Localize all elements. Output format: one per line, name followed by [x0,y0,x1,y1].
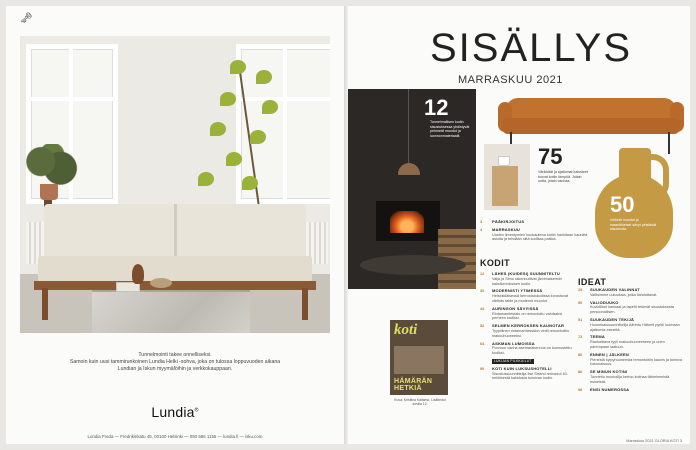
pendant-lamp [398,163,420,175]
toc-entry-special[interactable] [480,359,574,364]
chair [492,166,518,206]
cover-photo [394,346,444,374]
toc-entry[interactable]: 50 VALIODUUKO Kuviolliset kankaat ja tapetit tekevät sisustuksesta persoonallisen. [578,299,674,315]
toc-entry[interactable]: 44 AURINGON SÄVYISSÄ Rintamamiestalo on remontoitu valoisaksi perheen kodiksi. [480,305,563,321]
feature-number: 12 [424,95,449,120]
sofa-advertisement-photo [20,36,330,333]
wooden-chair-photo [484,144,530,210]
store-contact-line: Lundia Freda — Fredrikinkatu 45, 00100 Helsinki — 050 586 1155 — lundia.fi — isku.com [87,434,263,439]
toc-entry[interactable]: 52 SELMEN KERROKSEN KAUNOTAR Tyypillinen rintamamiestalon vintti remontoitiin makuuhuoneeksi. [480,323,570,338]
feature-number: 75 [538,144,563,169]
houseplant [24,144,80,188]
toc-kodit [480,272,574,384]
cover-caption: Kuva: Kristiina Kaltamo, Lisätiedot sivulla 12. [394,398,446,407]
toc-top-entries [480,220,592,245]
right-page-contents [348,6,690,444]
feature-caption: Tunnelmallisen kodin sisustuksessa yhdistyvät pehmeät muodot ja luonnonmateriaalit. [430,120,470,138]
page-folio: Marraskuu 2021 GLORIA KOTI 3 [626,439,682,443]
toc-entry[interactable]: 73 TEEMA Rauhoittava tyyli makuuhuoneeseen ja unen parempaan laatuun. [578,334,665,349]
sofa-oak-frame [34,281,316,290]
toc-entry[interactable]: 12 LÄHES (KUIDESI) SUUNNITELTU Vaija ja Simo rakennuttivat järvimaisemiin kaksikerroksisen kodin. [480,271,562,286]
ad-caption: Tunnelmointi takee onnelliseksi. Samoin kuin uusi tammirunkoinen Lundia Helki -sohva, joka on tulossa loppuvuoden aikana Lundian ja Iskun myymälöihin ja verkkokauppaan. [69,352,281,372]
feature-caption: Veikeät muodot ja maanläheiset sävyt piristävät sisustusta. [610,218,657,232]
decor-stones [150,278,172,288]
toc-entry[interactable]: 64 ASKMAN LUMOISSA Porvoon vanha asemarakennus on kunnostettu kodiksi. [480,340,572,356]
key-icon: 🗝 [20,13,33,24]
sofa-backrest [44,204,306,260]
section-heading-ideat: IDEAT [578,277,607,287]
sofa-seat [38,256,312,282]
toc-entry[interactable]: 51 SUUKAUDEN TEKIJÄ Huonekalusuunnittelija Alfredo Häberli pyrkii luomaan ajattomia esineitä. [578,316,680,332]
cover-headline: HÄMÄRÄN HETKIÄ [394,378,433,392]
cup [498,156,510,166]
toc-entry[interactable]: 90 KOTI KUIN LUKSUSHOTELLI Sisustussuunnittelija Ilse Strand remontoi 40-neliöisestä kaksiosta toimivan kodin. [480,365,568,381]
toc-entry[interactable]: 30 MODERNISTI YTIMESSÄ Helsinkiläisessä kerrostalokodissa korostuvat värikäs taide ja modernit muodot. [480,288,569,303]
feature-caption: Värikkäät ja ajattomat kalusteet tuovat kotiin lämpöä. Jotain uutta, jotain vanhaa. [538,170,588,184]
dining-table [360,255,466,275]
fire-glow [390,211,424,233]
left-page-advertisement [6,6,344,444]
fig-tree [190,56,320,206]
toc-entry[interactable]: 3 PÄÄKIRJOITUS [480,219,525,224]
cover-masthead: koti [394,322,418,338]
fireplace-interior-photo [348,89,476,289]
toc-entry[interactable]: 98 ENSI NUMEROSSA [578,386,630,392]
toc-ideat [578,288,686,395]
section-heading-kodit: KODIT [480,258,510,268]
marble-coffee-table [92,290,250,333]
magazine-cover-thumbnail[interactable] [390,320,448,395]
reader-tag: LUKIJAN PILKKUILUT [494,358,532,363]
page-title: SISÄLLYS [430,26,633,70]
feature-number: 50 [610,192,635,217]
brand-logo: Lundia® [151,404,199,420]
wooden-vase [132,264,144,284]
issue-date: MARRASKUU 2021 [458,74,563,86]
toc-entry[interactable]: 86 SE MINUN KOTINI Tunnettu muotoilija kertoo kotinsa tärkeimmistä esineistä. [578,369,670,384]
plant-pot [40,184,58,200]
toc-entry[interactable]: 80 ENNEN | JÄLKEEN Pienestä kylpyhuoneesta remontoitiin kaunis ja toimiva kokonaisuus. [578,351,683,367]
toc-entry[interactable]: 4 MARRASKUU Uusien ilmentymien kuukautena kotiin hankitaan kauniita asioita ja tehdään siitä kodikas paikka. [480,226,588,242]
toc-entry[interactable]: 29 SUUKAUDEN VALINNAT Valitsimme uutuuksia, jotka ilahduttavat. [578,287,658,297]
